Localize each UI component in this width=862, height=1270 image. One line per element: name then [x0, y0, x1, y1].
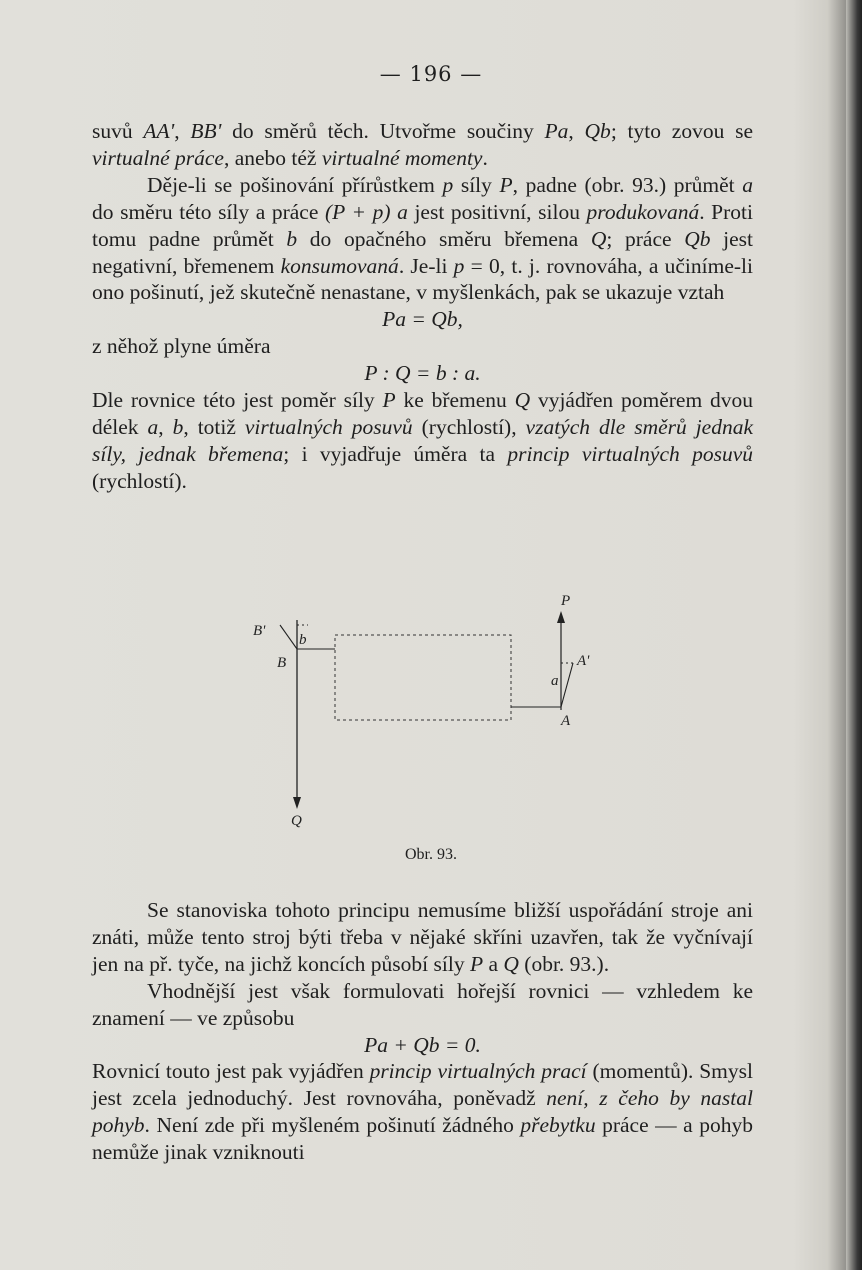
- text: Děje-li se pošinování přírůstkem: [147, 172, 443, 197]
- emphasis: vzatých dle směrů jednak síly, jednak břemena: [92, 414, 754, 466]
- math: Q: [514, 388, 531, 413]
- text: ; i vyjadřuje úměra ta: [283, 441, 508, 466]
- emphasis: konsumovaná: [280, 253, 399, 278]
- text: Dle rovnice této jest poměr síly: [92, 388, 383, 413]
- math: P: [469, 951, 484, 976]
- math: BB': [190, 119, 222, 143]
- emphasis: virtualných posuvů: [244, 414, 413, 439]
- paragraph-6: [92, 1058, 753, 1166]
- emphasis: princip virtualných posuvů: [507, 441, 753, 466]
- math: p: [453, 253, 465, 278]
- text: . Není zde při myšleném pošinutí žádného: [144, 1113, 521, 1138]
- equation-2: P : Q = b : a.: [364, 361, 481, 386]
- text: ke břemenu: [395, 388, 515, 413]
- text: do směrů těch. Utvořme součiny: [221, 119, 545, 143]
- math: P: [382, 388, 396, 413]
- text: jest negativní, břemenem: [92, 226, 754, 278]
- paragraph-5: Vhodnější jest však formulovati hořejší rovnici — vzhledem ke znamení — ve způsobu: [92, 978, 753, 1030]
- text: (obr. 93.).: [518, 951, 610, 976]
- math: Q: [590, 226, 607, 251]
- emphasis: není, z čeho by nastal pohyb: [92, 1086, 753, 1138]
- math: Qb: [584, 119, 611, 143]
- text: ,: [174, 119, 191, 143]
- label-B-prime: B': [253, 623, 266, 639]
- label-Q: Q: [291, 813, 302, 829]
- text: práce — a pohyb nemůže jinak vzniknouti: [92, 1113, 753, 1165]
- lever-right: [561, 663, 573, 707]
- emphasis: přebytku: [520, 1113, 596, 1138]
- emphasis: princip virtualných prací: [369, 1059, 587, 1084]
- arrow-up-icon: [557, 611, 565, 623]
- text: , padne (obr. 93.) průmět: [512, 172, 743, 197]
- text-block-bottom: [92, 897, 753, 1166]
- math: (P + p) a: [325, 199, 408, 224]
- math: a: [742, 172, 753, 197]
- text: , anebo též: [223, 145, 322, 170]
- machine-box: [335, 635, 511, 720]
- page-edge-shadow: [846, 0, 862, 1270]
- text: (rychlostí).: [92, 468, 187, 493]
- text: (rychlostí),: [412, 414, 526, 439]
- paragraph-4: [92, 897, 753, 978]
- paragraph-1: [92, 118, 753, 172]
- text: do směru této síly a práce: [92, 199, 325, 224]
- label-A: A: [561, 713, 571, 729]
- math: AA': [143, 119, 175, 143]
- arrow-down-icon: [293, 797, 301, 809]
- text: ,: [158, 414, 173, 439]
- text: , totiž: [183, 414, 245, 439]
- math: a: [147, 414, 159, 439]
- math: b: [172, 414, 184, 439]
- ratio-intro: z něhož plyne úměra: [92, 334, 271, 359]
- math: b: [286, 226, 298, 251]
- equation-1: Pa = Qb,: [382, 307, 463, 332]
- figure-caption: Obr. 93.: [405, 846, 457, 863]
- text: suvů: [92, 119, 144, 143]
- text: ; tyto zovou se: [610, 119, 754, 143]
- text: (momentů). Smysl jest zcela jednoduchý. Jest rovnováha, poněvadž: [92, 1059, 753, 1111]
- text: . Proti tomu padne průmět: [92, 199, 753, 251]
- figure-93-diagram: [225, 585, 615, 835]
- equation-3: Pa + Qb = 0.: [364, 1032, 481, 1057]
- label-b: b: [299, 632, 307, 648]
- emphasis: produkovaná: [586, 199, 700, 224]
- math: Qb: [684, 226, 711, 251]
- text: síly: [453, 172, 500, 197]
- page-number: — 196 —: [379, 62, 483, 86]
- text: = 0, t. j. rovnováha, a učiníme-li ono pošinutí, jež skutečně nenastane, v myšlenkách, pak se ukazuje vztah: [92, 253, 753, 305]
- emphasis: virtualné momenty: [321, 145, 483, 170]
- label-A-prime: A': [577, 653, 590, 669]
- paragraph-2: [92, 172, 753, 307]
- label-B: B: [277, 655, 287, 671]
- text: a: [483, 951, 504, 976]
- text: vyjádřen poměrem dvou délek: [92, 388, 753, 439]
- text: Rovnicí touto jest pak vyjádřen: [92, 1059, 370, 1084]
- emphasis: virtualné práce: [92, 145, 224, 170]
- lever-left: [280, 625, 297, 649]
- math: Pa: [544, 119, 569, 143]
- paragraph-3: [92, 387, 753, 495]
- label-a: a: [551, 673, 559, 689]
- text: ,: [568, 119, 585, 143]
- math: Q: [503, 951, 519, 976]
- text: ; práce: [606, 226, 685, 251]
- label-P: P: [561, 593, 571, 609]
- text: jest positivní, silou: [407, 199, 587, 224]
- text-block-top: [92, 118, 753, 495]
- text: do opačného směru břemena: [297, 226, 591, 251]
- math: P: [499, 172, 513, 197]
- text: Se stanoviska tohoto principu nemusíme bližší uspořádání stroje ani znáti, může tento stroj býti třeba v nějaké skříni uzavřen, tak že vyčnívají jen na př. tyče, na jichž koncích působí síly: [92, 898, 753, 976]
- text: . Je-li: [398, 253, 454, 278]
- text: .: [482, 145, 488, 170]
- math: p: [442, 172, 454, 197]
